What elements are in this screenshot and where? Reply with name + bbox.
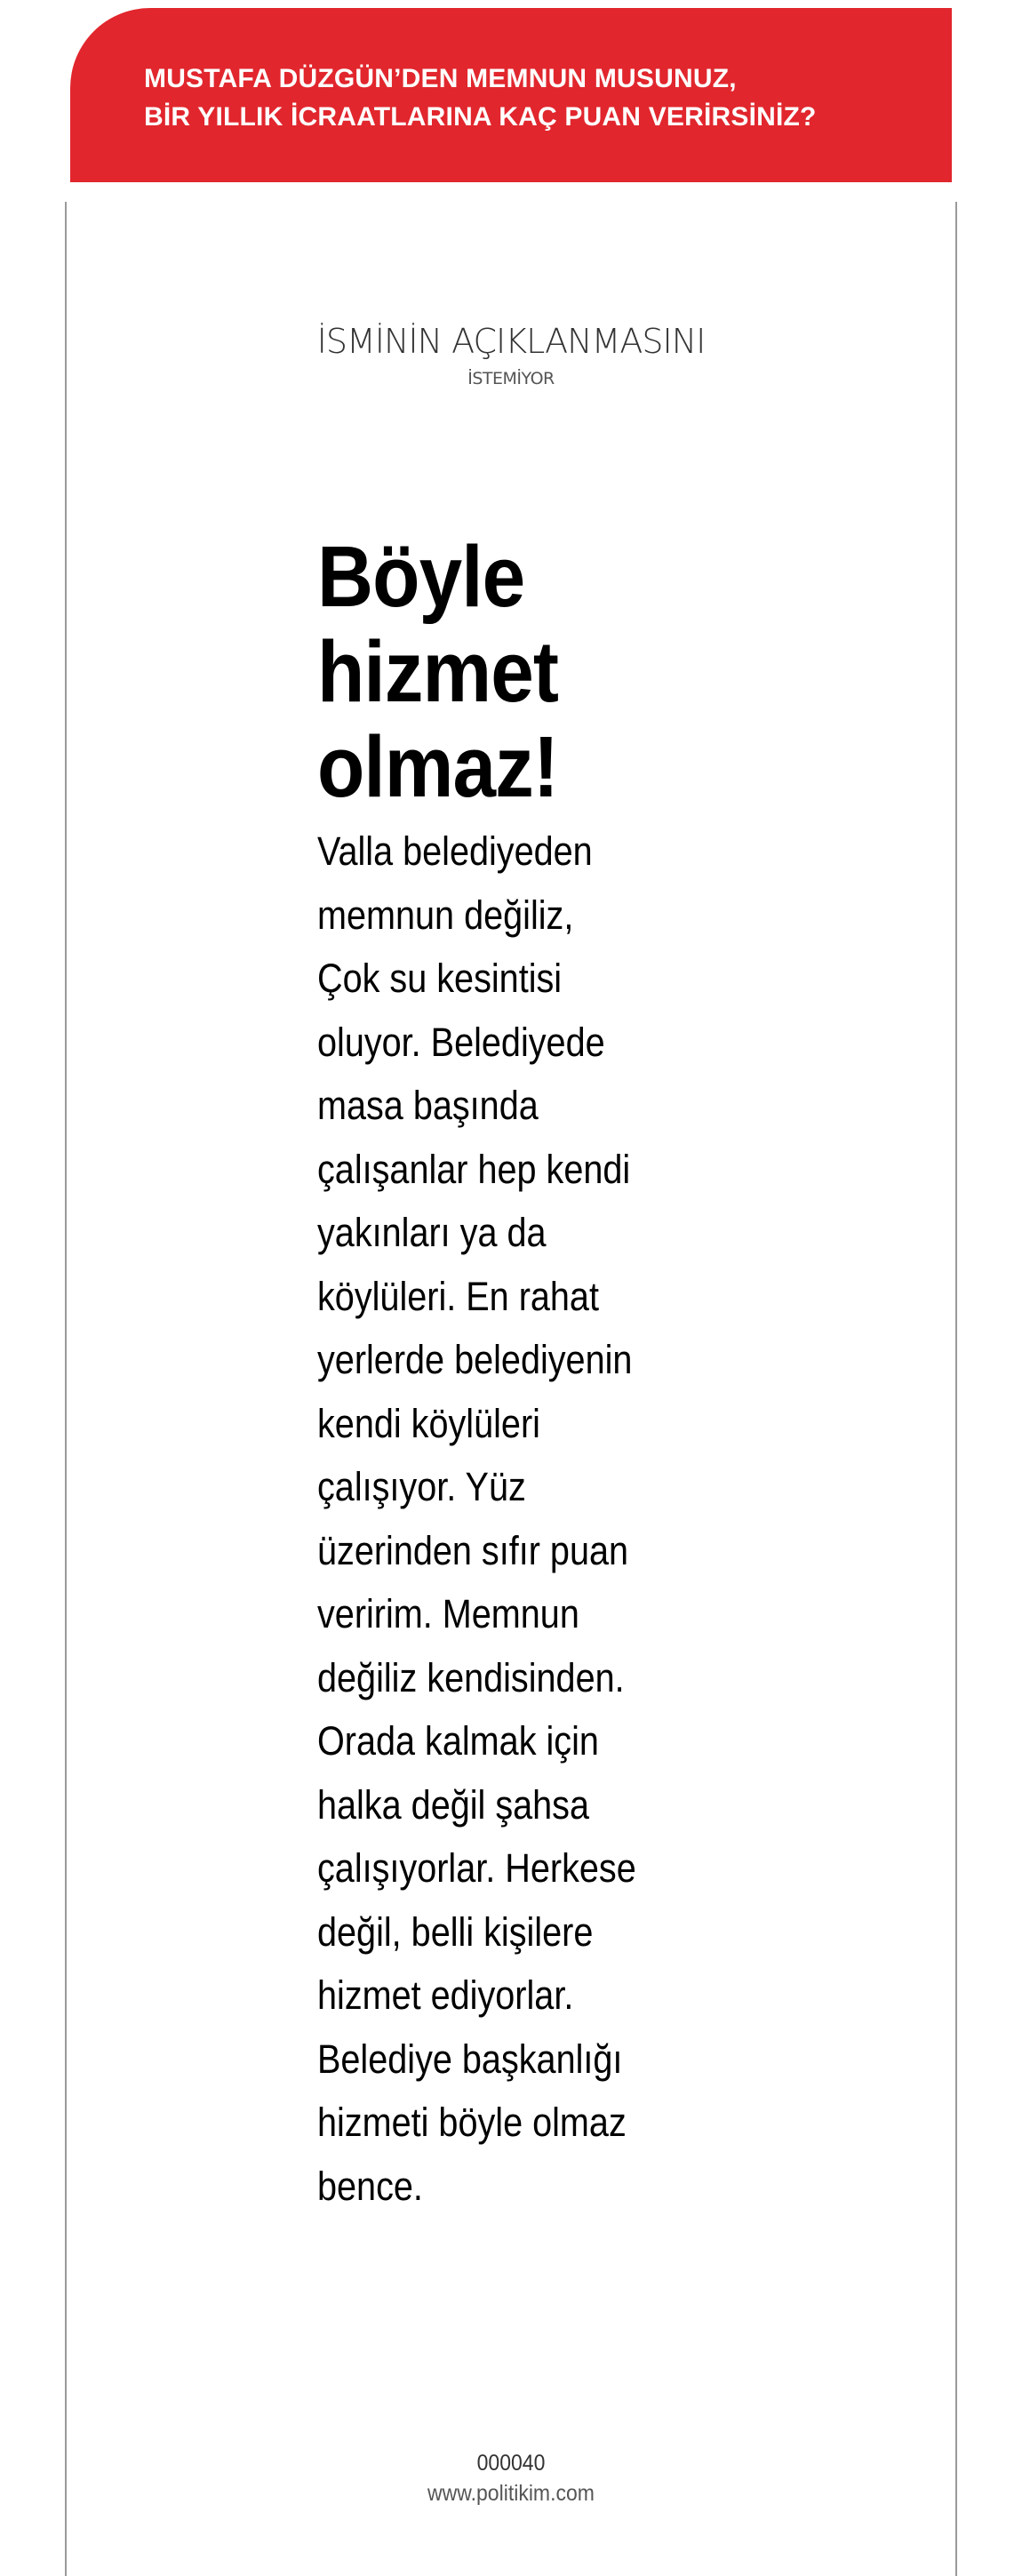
body-line: değil, belli kişilere (317, 1908, 594, 1955)
respondent-note: İSTEMİYOR (467, 369, 555, 388)
body-line: Orada kalmak için (317, 1718, 599, 1764)
left-border-line (65, 202, 67, 2576)
body-line: hizmeti böyle olmaz (317, 2100, 627, 2145)
body-line: yerlerde belediyenin (317, 1337, 633, 1382)
body-line: çalışıyorlar. Herkese (317, 1845, 636, 1891)
footer-code: 000040 (476, 2451, 546, 2476)
body-line: çalışıyor. Yüz (317, 1464, 526, 1509)
respondent-name: İSMİNİN AÇIKLANMASINI (316, 322, 706, 361)
body-line: çalışanlar hep kendi (317, 1146, 631, 1192)
body-line: hizmet ediyorlar. (317, 1972, 574, 2018)
body-line: köylüleri. En rahat (317, 1273, 599, 1319)
body-line: halka değil şahsa (317, 1781, 590, 1828)
banner-question-line-2: BİR YILLIK İCRAATLARINA KAÇ PUAN VERİRSİNİZ? (144, 102, 817, 132)
body-line: masa başında (317, 1083, 539, 1128)
body-line: Çok su kesintisi (317, 956, 563, 1001)
banner-question-line-1: MUSTAFA DÜZGÜN’DEN MEMNUN MUSUNUZ, (144, 64, 737, 93)
body-line: yakınları ya da (317, 1210, 547, 1255)
headline-line: Böyle (317, 528, 525, 625)
body-line: memnun değiliz, (317, 892, 574, 938)
right-border-line (955, 202, 957, 2576)
headline-line: olmaz! (317, 718, 559, 815)
body-line: bence. (317, 2163, 423, 2209)
body-line: veririm. Memnun (317, 1591, 579, 1636)
header-banner (70, 8, 952, 182)
body-line: üzerinden sıfır puan (317, 1527, 629, 1573)
headline-line: hizmet (317, 623, 559, 720)
article-body (317, 820, 653, 2218)
article-headline (317, 529, 653, 814)
body-line: oluyor. Belediyede (317, 1019, 605, 1065)
body-line: değiliz kendisinden. (317, 1654, 625, 1700)
body-line: Belediye başkanlığı (317, 2036, 623, 2082)
body-line: kendi köylüleri (317, 1400, 540, 1446)
footer-website-url: www.politikim.com (427, 2481, 595, 2506)
body-line: Valla belediyeden (317, 828, 593, 874)
